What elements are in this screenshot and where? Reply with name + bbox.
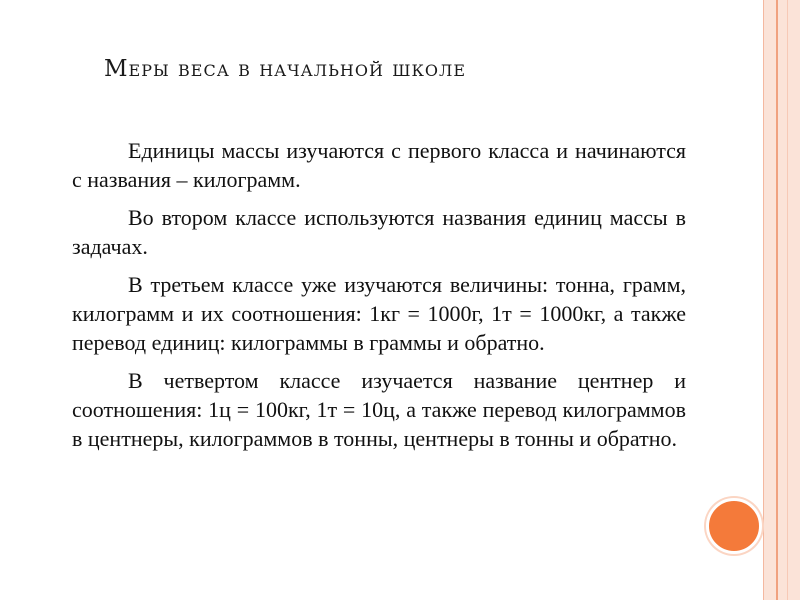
paragraph-grade-4: В четвертом классе изучается название центнер и соотношения: 1ц = 100кг, 1т = 10ц, а также перевод килограммов в центнеры, килограммов в тонны, центнеры в тонны и обратно. [72,368,686,451]
paragraph-grade-1: Единицы массы изучаются с первого класса и начинаются с названия – килограмм. [72,138,686,192]
decorative-line [776,0,778,600]
decorative-circle [706,498,762,554]
decorative-side-band [764,0,800,600]
decorative-line [787,0,788,600]
paragraph-grade-2: Во втором классе используются названия единиц массы в задачах. [72,205,686,259]
slide-body [72,136,686,462]
paragraph-grade-3: В третьем классе уже изучаются величины: тонна, грамм, килограмм и их соотношения: 1кг = 1000г, 1т = 1000кг, а также перевод единиц: килограммы в граммы и обратно. [72,272,686,355]
decorative-line [763,0,764,600]
slide-title: Меры веса в начальной школе [104,56,467,82]
